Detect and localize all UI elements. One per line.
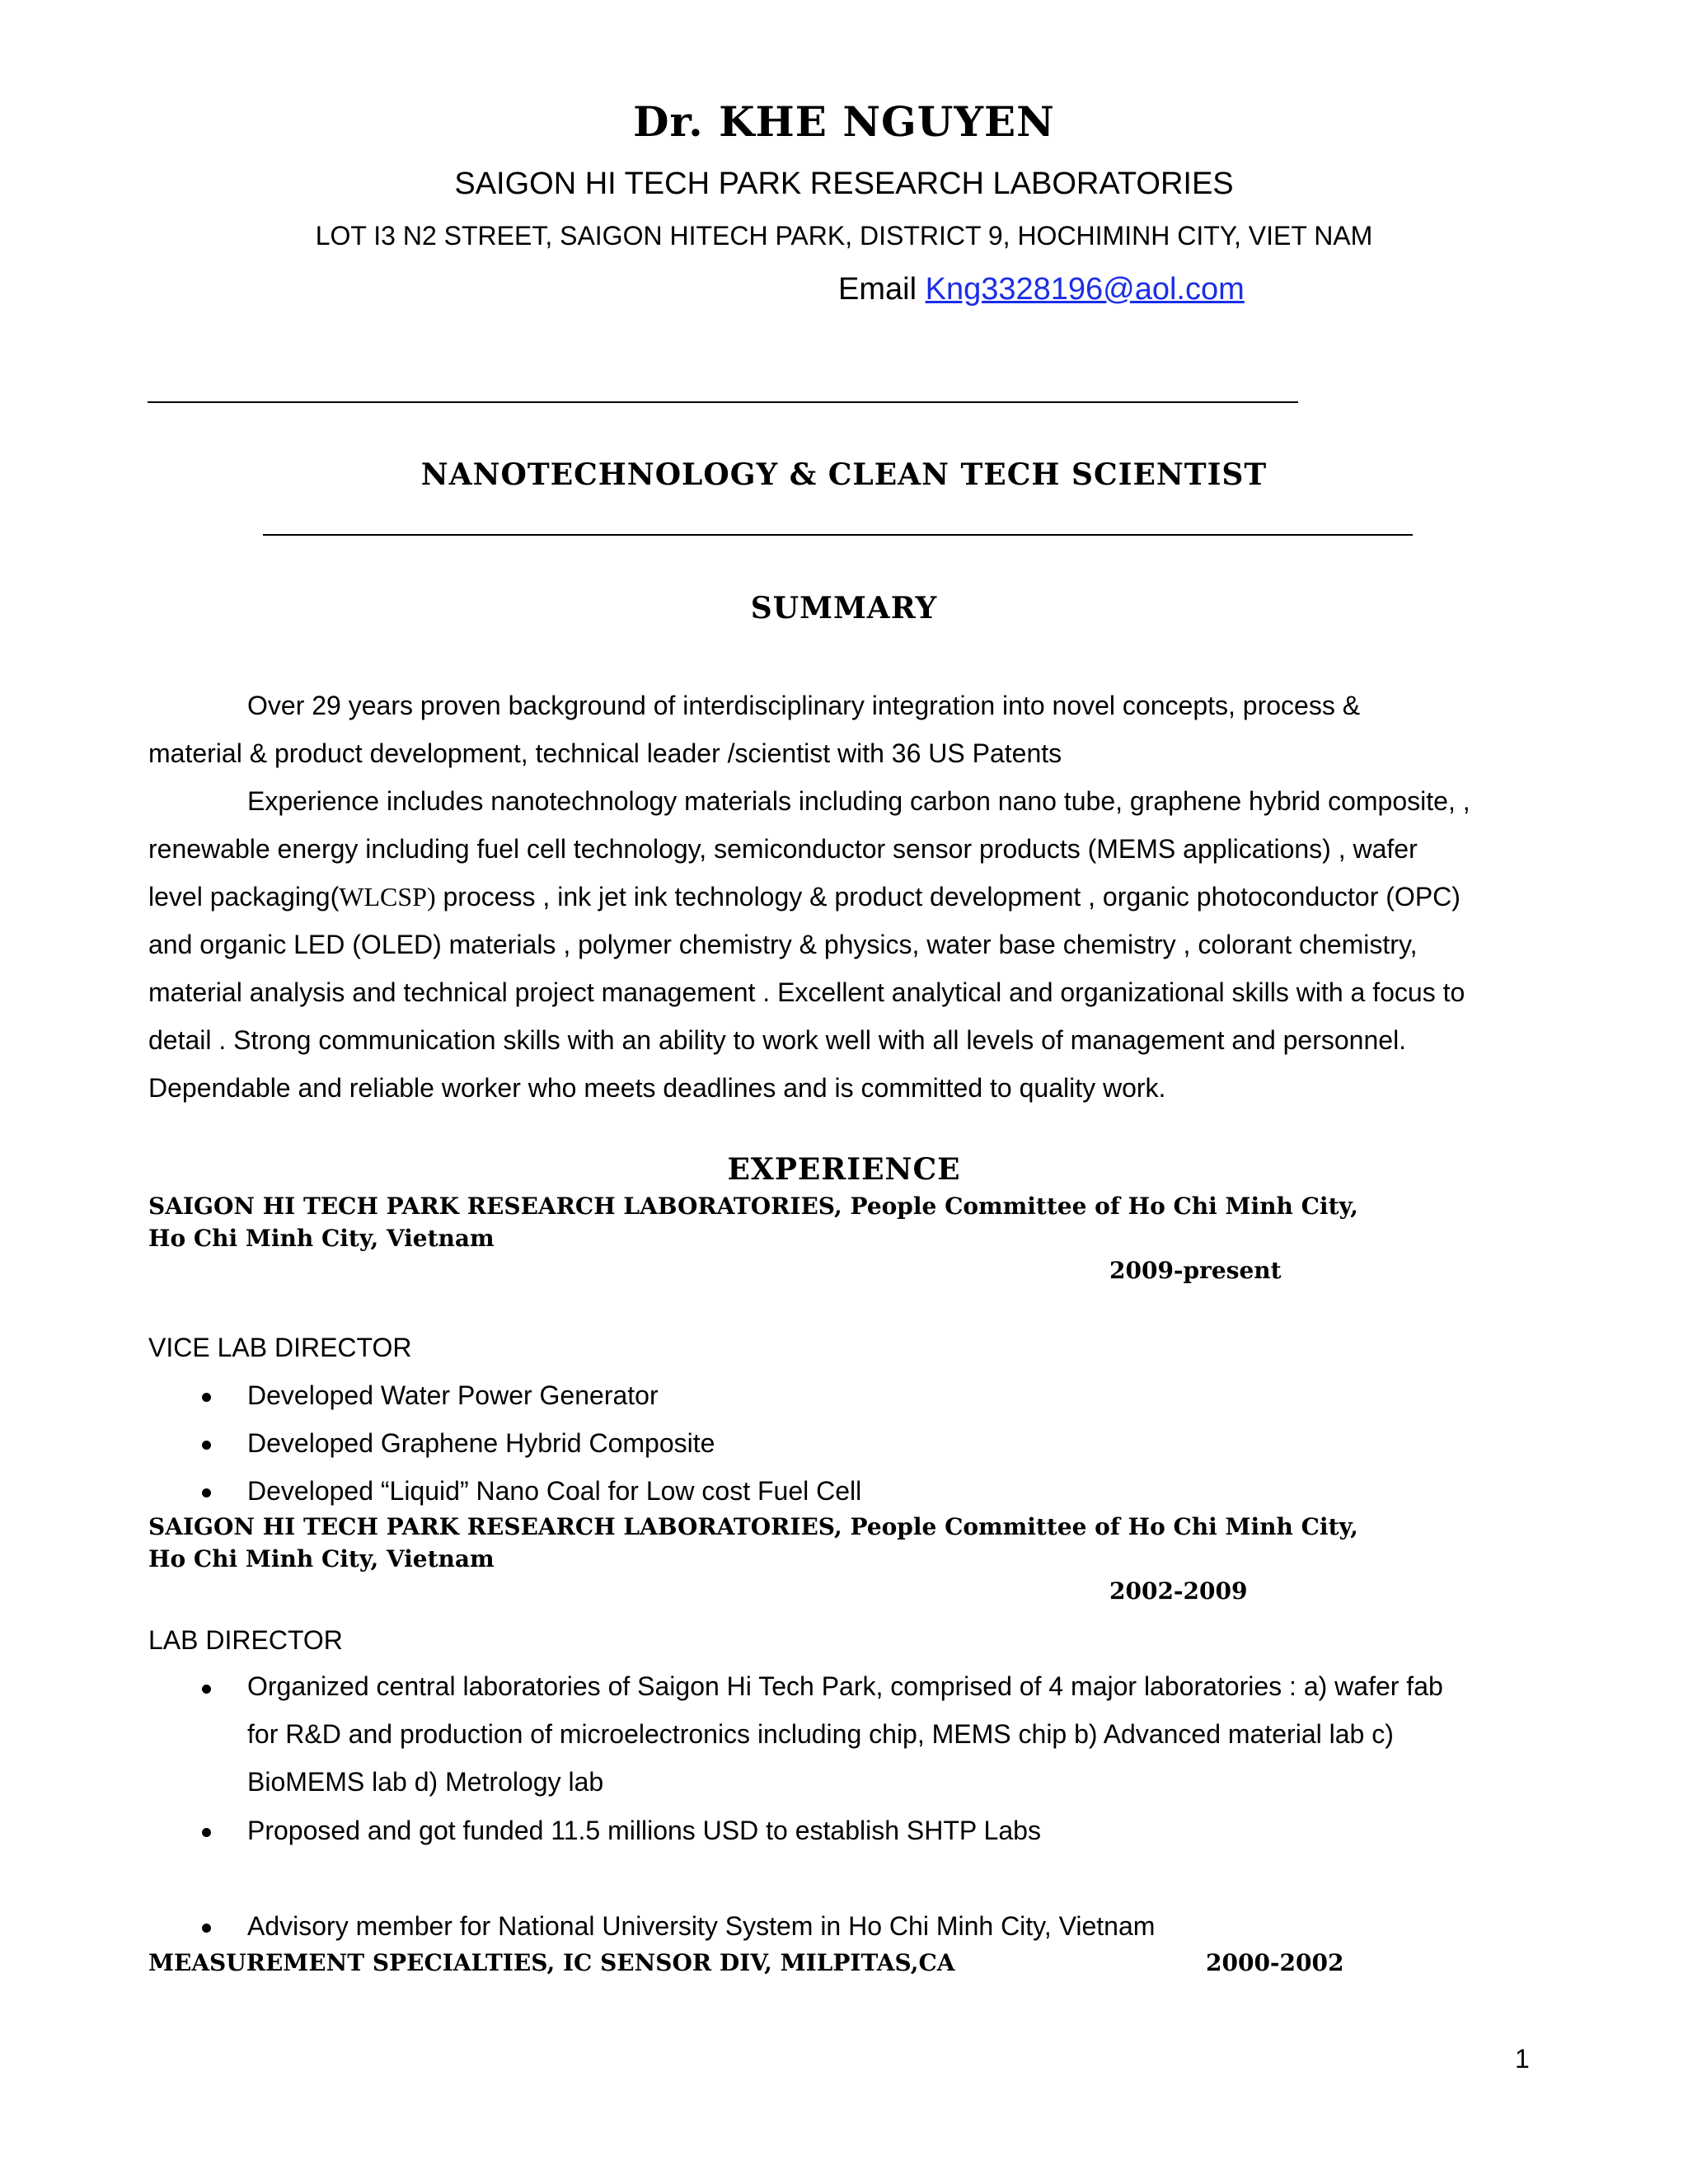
summary-line: Experience includes nanotechnology materials including carbon nano tube, graphene hybrid composite, ,: [247, 786, 1470, 816]
bullet-icon: [202, 1488, 211, 1497]
summary-paragraph: [148, 682, 1550, 1112]
summary-line: Over 29 years proven background of interdisciplinary integration into novel concepts, process &: [247, 691, 1361, 720]
page-number: 1: [1515, 2044, 1530, 2074]
job-dates: 2009-present: [1109, 1257, 1282, 1284]
job-bullet: Developed “Liquid” Nano Coal for Low cost Fuel Cell: [247, 1476, 862, 1506]
bullet-icon: [202, 1685, 211, 1694]
job-employer-location: Ho Chi Minh City, Vietnam: [148, 1225, 495, 1252]
resume-name: Dr. KHE NGUYEN: [633, 97, 1055, 146]
summary-line: and organic LED (OLED) materials , polymer chemistry & physics, water base chemistry , colorant chemistry,: [148, 930, 1418, 959]
title-divider: [263, 534, 1413, 536]
header-divider: [148, 401, 1298, 403]
address-line: LOT I3 N2 STREET, SAIGON HITECH PARK, DISTRICT 9, HOCHIMINH CITY, VIET NAM: [315, 221, 1373, 251]
summary-line: level packaging(WLCSP) process , ink jet ink technology & product development , organic photoconductor (OPC): [148, 882, 1461, 912]
summary-line: material analysis and technical project management . Excellent analytical and organizational skills with a focus to: [148, 977, 1465, 1007]
email-link[interactable]: Kng3328196@aol.com: [925, 272, 1245, 307]
job-employer: MEASUREMENT SPECIALTIES, IC SENSOR DIV, MILPITAS,CA: [148, 1949, 955, 1976]
job-bullet: Advisory member for National University System in Ho Chi Minh City, Vietnam: [247, 1911, 1156, 1941]
summary-line: renewable energy including fuel cell technology, semiconductor sensor products (MEMS applications) , wafer: [148, 834, 1418, 864]
job-bullet: Proposed and got funded 11.5 millions USD to establish SHTP Labs: [247, 1816, 1041, 1845]
job-bullet: Developed Graphene Hybrid Composite: [247, 1428, 715, 1458]
email-label: Email: [838, 272, 917, 307]
summary-heading: SUMMARY: [750, 591, 938, 626]
job-role: VICE LAB DIRECTOR: [148, 1333, 412, 1362]
job-dates: 2002-2009: [1109, 1577, 1248, 1605]
job-dates: 2000-2002: [1206, 1949, 1344, 1976]
bullet-icon: [202, 1828, 211, 1837]
job-employer-location: Ho Chi Minh City, Vietnam: [148, 1545, 495, 1572]
job-bullet: Developed Water Power Generator: [247, 1380, 659, 1410]
job-bullet: Organized central laboratories of Saigon Hi Tech Park, comprised of 4 major laboratories : a) wafer fab for R&D and production of microelectronics including chip, MEMS chip b) Advanced material lab c) BioMEMS lab d) Metrology lab: [247, 1671, 1443, 1797]
bullet-icon: [202, 1924, 211, 1933]
email-line: [838, 272, 1245, 307]
job-role: LAB DIRECTOR: [148, 1625, 343, 1655]
job-employer: SAIGON HI TECH PARK RESEARCH LABORATORIES, People Committee of Ho Chi Minh City,: [148, 1193, 1358, 1220]
professional-title: NANOTECHNOLOGY & CLEAN TECH SCIENTIST: [420, 457, 1268, 492]
summary-line: Dependable and reliable worker who meets deadlines and is committed to quality work.: [148, 1073, 1166, 1103]
bullet-icon: [202, 1393, 211, 1402]
summary-line: detail . Strong communication skills with an ability to work well with all levels of management and personnel.: [148, 1025, 1407, 1055]
summary-line: material & product development, technical leader /scientist with 36 US Patents: [148, 738, 1062, 768]
job-employer: SAIGON HI TECH PARK RESEARCH LABORATORIES, People Committee of Ho Chi Minh City,: [148, 1513, 1358, 1540]
bullet-icon: [202, 1441, 211, 1450]
organization-name: SAIGON HI TECH PARK RESEARCH LABORATORIES: [454, 166, 1234, 201]
experience-heading: EXPERIENCE: [727, 1152, 961, 1187]
